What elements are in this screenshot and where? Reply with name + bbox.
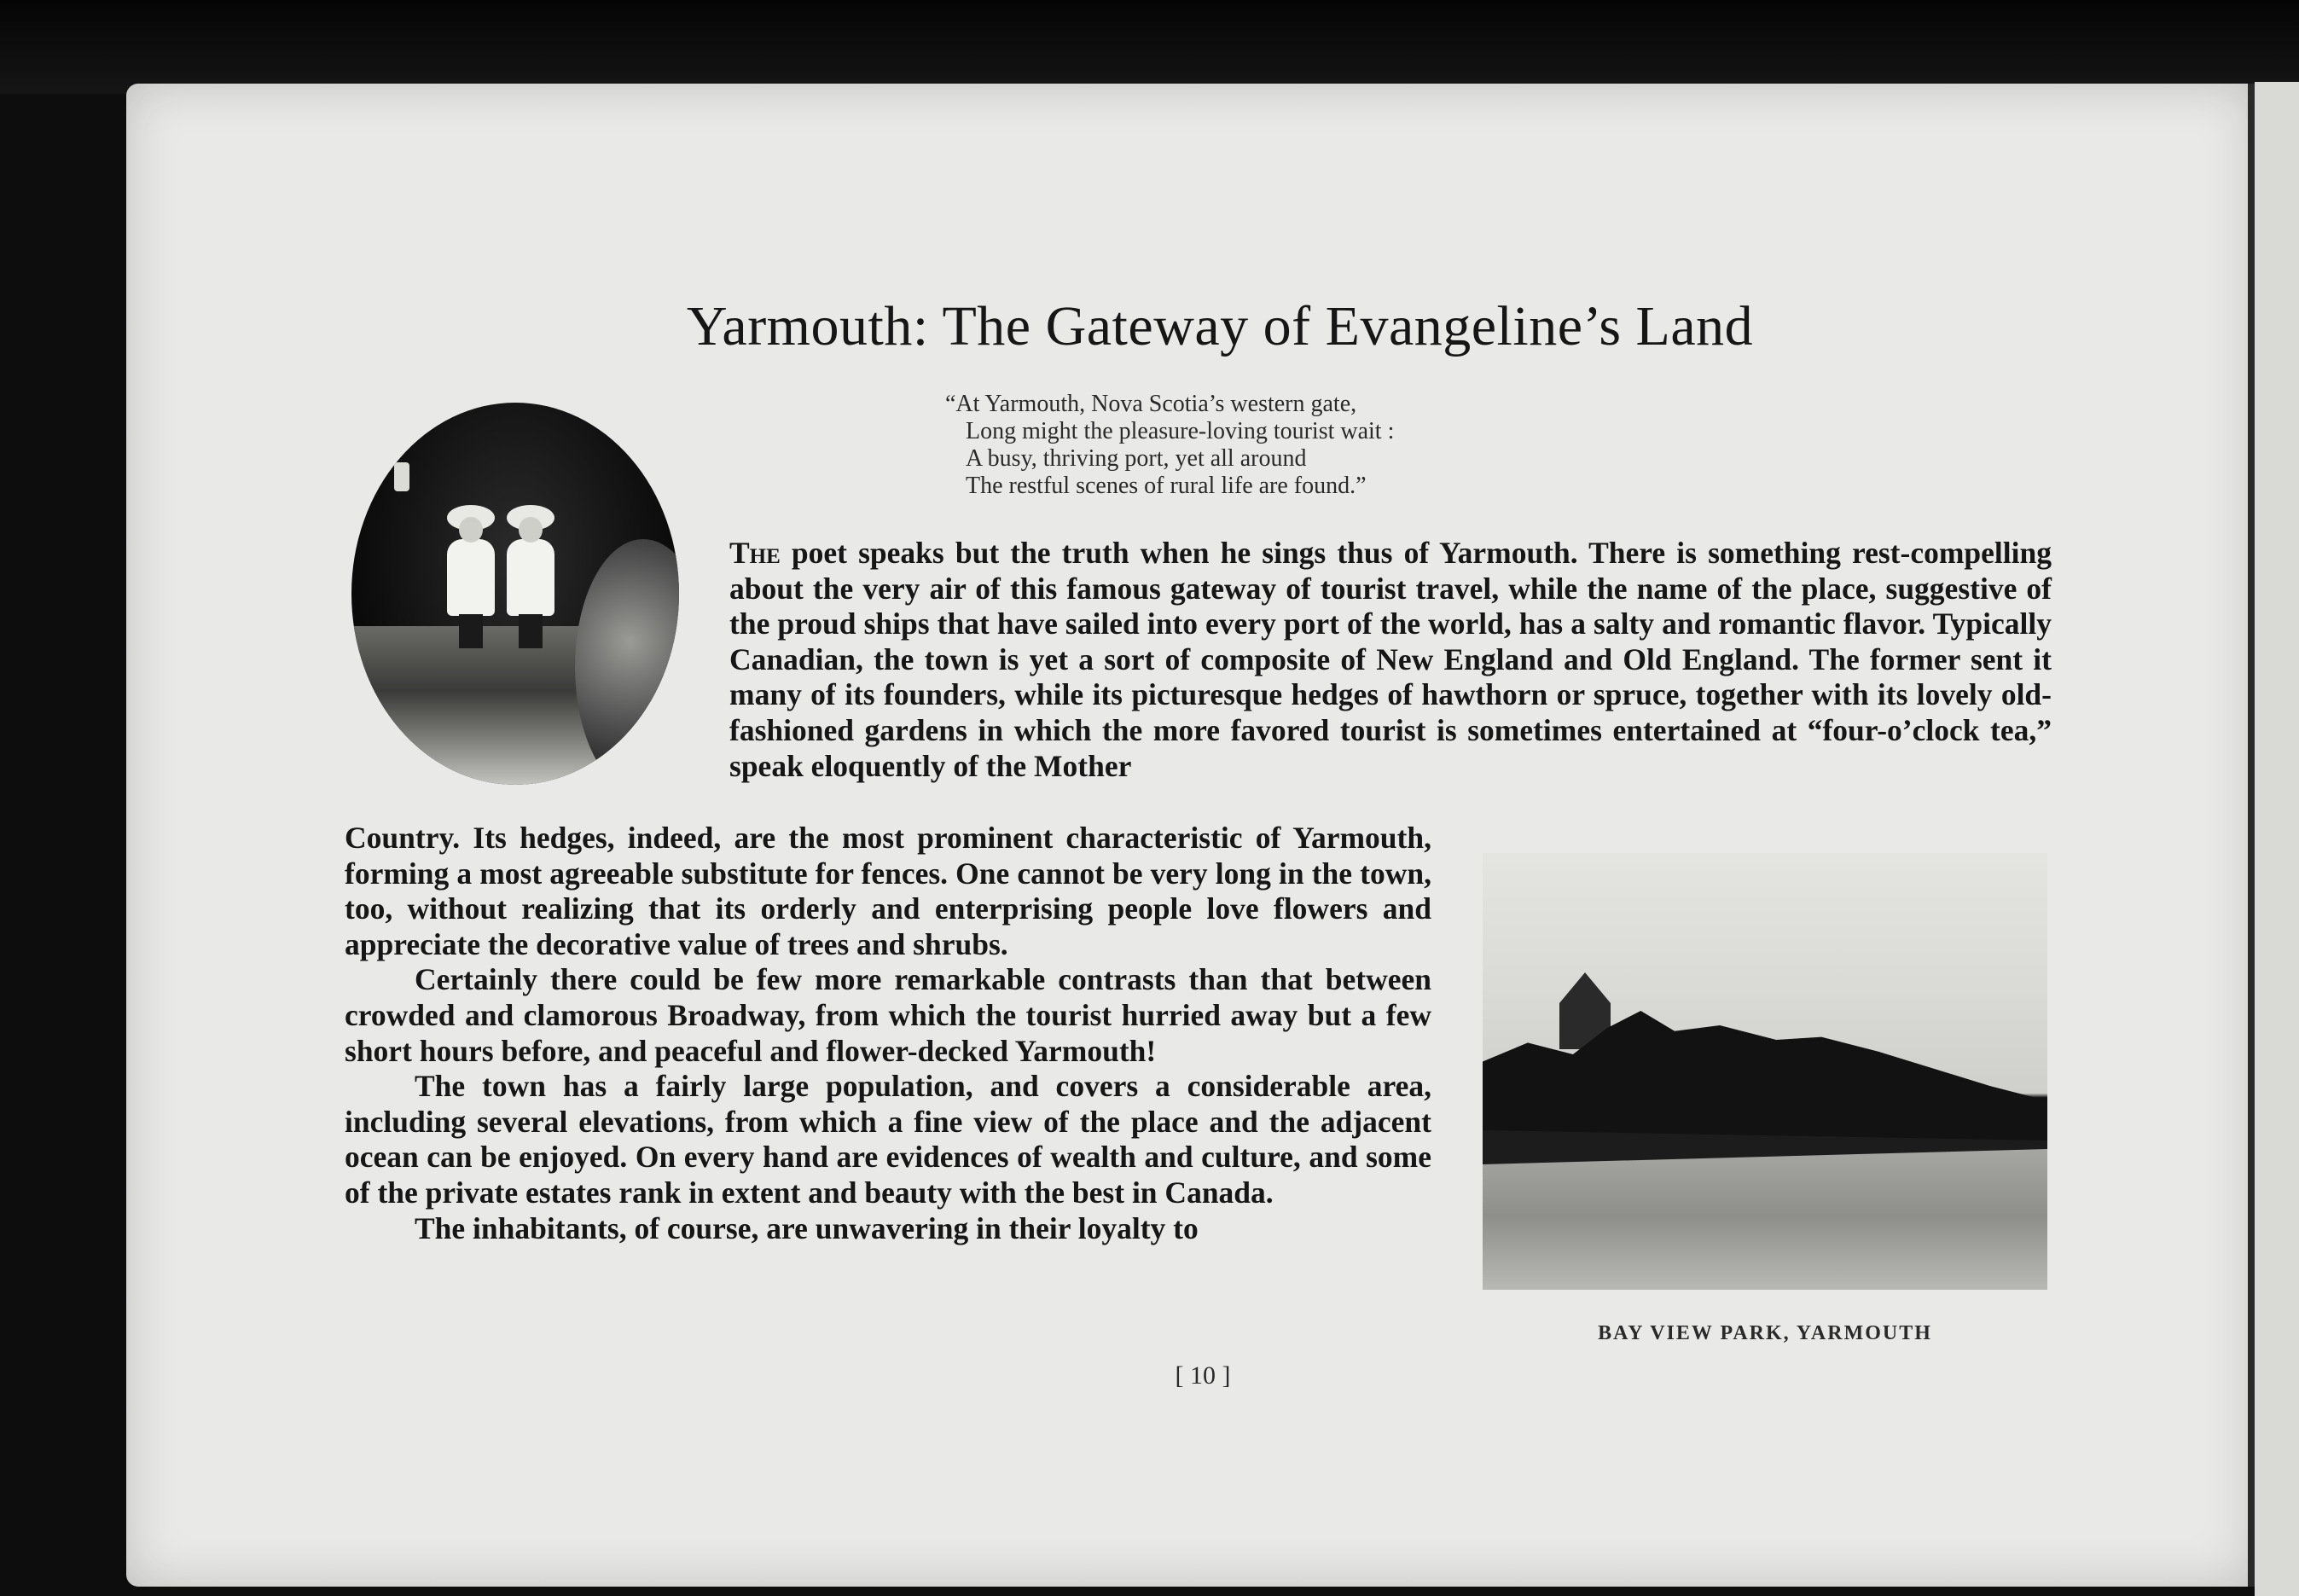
photo-girl-left — [445, 505, 496, 633]
adjacent-page-edge — [2255, 82, 2299, 1596]
paragraph-1b: Country. Its hedges, indeed, are the most prominent characteristic of Yarmouth, forming a most agreeable substitute for fences. One cannot be very long in the town, too, without realizing that its orderly and enterprising people love flowers and appreciate the decorative value of trees and shrubs. — [345, 821, 1431, 961]
photo-caption: BAY VIEW PARK, YARMOUTH — [1598, 1322, 1932, 1344]
paragraph-2: Certainly there could be few more remarkable contrasts than that between crowded and clamorous Broadway, from which the tourist hurried away but a few short hours before, and peaceful and flower-decked Yarmouth! — [345, 962, 1431, 1068]
oval-photo-two-girls — [351, 403, 679, 785]
poem-line: The restful scenes of rural life are found.” — [966, 473, 1367, 499]
scan-dark-background — [0, 0, 2299, 94]
photo-girl-right — [505, 505, 556, 633]
photo-bush — [575, 539, 679, 785]
paragraph-1a — [729, 536, 2052, 784]
bay-view-park-photo — [1483, 853, 2047, 1290]
poem-line: A busy, thriving port, yet all around — [966, 445, 1307, 472]
photo-lamp — [394, 462, 409, 491]
poem-line: Long might the pleasure-loving tourist wait : — [966, 418, 1395, 444]
page-gutter — [2248, 84, 2255, 1587]
body-text-lower — [345, 821, 1431, 1246]
body-text-upper — [729, 536, 2052, 784]
paragraph-3: The town has a fairly large population, and covers a considerable area, including several elevations, from which a fine view of the place and the adjacent ocean can be enjoyed. On every hand are evidences of wealth and culture, and some of the private estates rank in extent and beauty with the best in Canada. — [345, 1069, 1431, 1210]
drop-word: The — [729, 536, 781, 570]
paragraph-1a-text: poet speaks but the truth when he sings thus of Yarmouth. There is something rest-compelling about the very air of this famous gateway of tourist travel, while the name of the place, suggestive of the proud ships that have sailed into every port of the world, has a salty and romantic flavor. Typically Canadian, the town is yet a sort of composite of New England and Old England. The former sent it many of its founders, while its picturesque hedges of hawthorn or spruce, together with its lovely old-fashioned gardens in which the more favored tourist is sometimes entertained at “four-o’clock tea,” speak eloquently of the Mother — [729, 536, 2052, 783]
epigraph-poem — [945, 391, 1394, 500]
photo-water — [1483, 1143, 2047, 1290]
page-title: Yarmouth: The Gateway of Evangeline’s Land — [686, 295, 1754, 357]
poem-line: “At Yarmouth, Nova Scotia’s western gate, — [945, 391, 1357, 417]
page-number: [ 10 ] — [1175, 1361, 1231, 1390]
paragraph-4: The inhabitants, of course, are unwavering in their loyalty to — [415, 1210, 1199, 1245]
